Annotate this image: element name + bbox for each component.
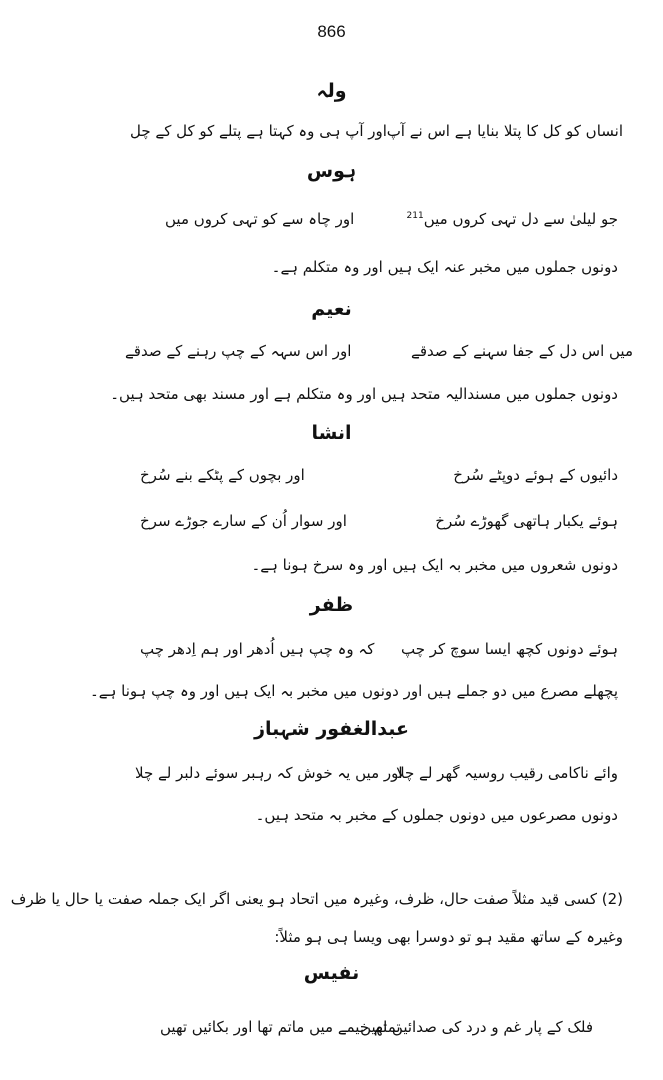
poet-heading: ولہ xyxy=(316,80,347,102)
poet-heading: ظفر xyxy=(309,594,354,616)
poet-heading: انشا xyxy=(311,422,352,444)
verse-second-misra: اور سوار اُن کے سارے جوڑے سرخ xyxy=(140,512,347,530)
poet-heading: نعیم xyxy=(311,298,352,320)
explanation-note: دونوں مصرعوں میں دونوں جملوں کے مخبر بہ متحد ہیں۔ xyxy=(255,806,618,824)
misra-text: جو لیلیٰ سے دل تہی کروں میں xyxy=(423,210,618,228)
verse-first-misra: وائے ناکامی رقیب روسیہ گھر لے چلا xyxy=(396,764,618,782)
explanation-note: دونوں شعروں میں مخبر بہ ایک ہیں اور وہ سرخ ہونا ہے۔ xyxy=(251,556,618,574)
explanation-note: دونوں جملوں میں مسندالیہ متحد ہیں اور وہ متکلم ہے اور مسند بھی متحد ہیں۔ xyxy=(110,385,618,403)
verse-second-misra: اور اس سہہ کے چپ رہنے کے صدقے xyxy=(125,342,352,360)
verse-first-misra: فلک کے پار غم و درد کی صدائیں تھیں xyxy=(360,1018,593,1036)
verse-first-misra: دائیوں کے ہوئے دوپٹے سُرخ xyxy=(453,466,618,484)
verse-second-misra: اور آپ ہی وہ کہتا ہے پتلے کو کل کے چل xyxy=(130,122,387,140)
verse-second-misra: اور بچوں کے پٹکے بنے سُرخ xyxy=(140,466,305,484)
poet-heading: نفیس xyxy=(303,962,360,984)
footnote-marker: 211 xyxy=(406,211,424,221)
verse-first-misra xyxy=(407,210,618,228)
poet-heading: عبدالغفور شہباز xyxy=(254,718,409,740)
verse-first-misra: انساں کو کل کا پتلا بنایا ہے اس نے آپ xyxy=(386,122,623,140)
paragraph-line: (2) کسی قید مثلاً صفت حال، ظرف، وغیرہ میں اتحاد ہو یعنی اگر ایک جملہ صفت یا حال یا ظرف xyxy=(10,890,623,908)
explanation-note: پچھلے مصرع میں دو جملے ہیں اور دونوں میں مخبر بہ ایک ہیں اور وہ چپ ہونا ہے۔ xyxy=(89,682,618,700)
verse-second-misra: اور میں یہ خوش کہ رہبر سوئے دلبر لے چلا xyxy=(135,764,403,782)
paragraph-line: وغیرہ کے ساتھ مقید ہو تو دوسرا بھی ویسا ہی ہو مثلاً: xyxy=(274,928,623,946)
explanation-note: دونوں جملوں میں مخبر عنہ ایک ہیں اور وہ متکلم ہے۔ xyxy=(271,258,618,276)
poet-heading: ہوس xyxy=(306,160,357,182)
verse-second-misra: اور چاہ سے کو تہی کروں میں xyxy=(165,210,355,228)
verse-second-misra: کہ وہ چپ ہیں اُدھر اور ہم اِدھر چپ xyxy=(140,640,375,658)
verse-first-misra: ہوئے یکبار ہاتھی گھوڑے سُرخ xyxy=(435,512,618,530)
verse-first-misra: میں اس دل کے جفا سہنے کے صدقے xyxy=(411,342,633,360)
page-number: 866 xyxy=(317,22,346,41)
verse-first-misra: ہوئے دونوں کچھ ایسا سوچ کر چپ xyxy=(401,640,618,658)
verse-second-misra: تمام خیمے میں ماتم تھا اور بکائیں تھیں xyxy=(160,1018,401,1036)
